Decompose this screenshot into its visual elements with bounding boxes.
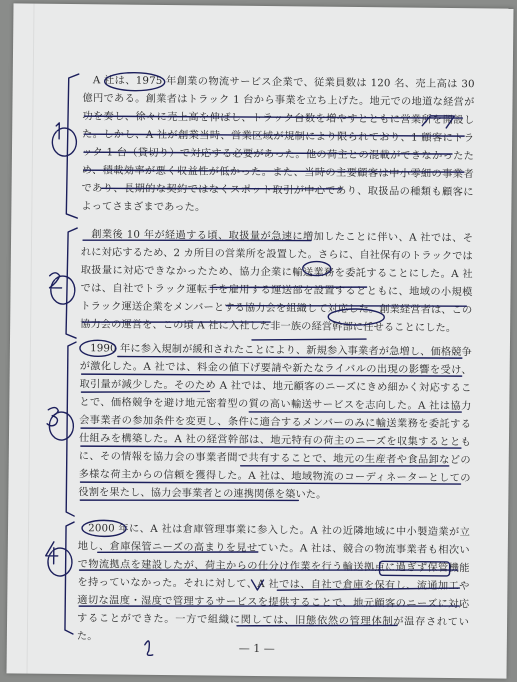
- paper-crease: [27, 4, 35, 674]
- paragraph-3: 1990 年に参入規制が緩和されたことにより、新規参入事業者が急増し、価格競争が激化した。A 社では、料金の値下げ要請や新たなライバルの出現の影響を受け、取引量が減少した。そのため A 社では、地元顧客のニーズにきめ細かく対応することで、価格競争を避け地元密着型の質の高い輸送サービスを志向した。A 社は協力会事業者の参加条件を変更し、条件に適合するメンバーのみに輸送業務を委託する仕組みを構築した。A 社の経営幹部は、地元特有の荷主のニーズを収集するとともに、その情報を協力会の事業者間で共有することで、地元の生産者や食品卸などの多様な荷主からの信頼を獲得した。A 社は、地域物流のコーディネーターとしての役割を果たし、協力会事業者との連携関係を築いた。: [78, 343, 472, 501]
- page-number: — 1 —: [238, 641, 275, 656]
- paragraph-2: 創業後 10 年が経過する頃、取扱量が急速に増加したことに伴い、A 社では、それに対応するため、2 カ所目の営業所を設置した。さらに、自社保有のトラックでは取扱量に対応できなかったため、協力企業に輸送業務を委託することにした。A 社では、自社でトラック運転手を雇用する運送部を設置するとともに、地域の小規模トラック運送企業をメンバーとする協力会を組織して対応した。創業経営者は、この協力会の運営を、この頃 A 社に入社した非一族の経営幹部に任せることにした。: [80, 229, 474, 335]
- bracket-paragraph-3: [66, 342, 76, 516]
- paragraph-4: 2000 年に、A 社は倉庫管理事業に参入した。A 社の近隣地域に中小製造業が立地し、倉庫保管ニーズの高まりを見せていた。A 社は、競合の物流事業者も相次いで物流拠点を建設したが、荷主からの仕分け作業を行う輸送拠点に過ぎず保管機能を持っていなかった。それに対して、A 社では、自社で倉庫を保有し、流通加工や適切な温度・湿度で管理するサービスを提供することで、地元顧客のニーズに対応することができた。一方で組織に関しては、旧態依然の管理体制が温存されていた。: [76, 523, 471, 643]
- bracket-paragraph-2: [66, 228, 77, 338]
- circled-number-2-mark: [49, 273, 75, 304]
- bracket-paragraph-1: [66, 74, 79, 218]
- paragraph-1: A 社は、1975 年創業の物流サービス企業で、従業員数は 120 名、売上高は 30 億円である。創業者はトラック 1 台から事業を立ち上げた。地元での地道な経営が功を奏し、徐々に売上高を伸ばし、トラック台数を増やすとともに営業所を開設した。しかし、A 社が創業当時、営業区域が規制により限られており、1 顧客にトラック 1 台（貸切り）で対応する必要があった。他の荷主との混載ができなかったため、積載効率が悪く収益性が低かった。また、当時の主要顧客は中小零細の事業者であり、長期的な契約ではなくスポット取引が中心であり、取扱品の種類も顧客によってさまざまであった。: [81, 75, 475, 214]
- circled-number-4-mark: [46, 542, 73, 576]
- document-page: [7, 3, 514, 678]
- circled-number-1-mark: [52, 123, 76, 156]
- underline-p2-l6: [252, 338, 366, 341]
- bracket-paragraph-4: [65, 522, 74, 634]
- circled-number-3-mark: [47, 408, 74, 441]
